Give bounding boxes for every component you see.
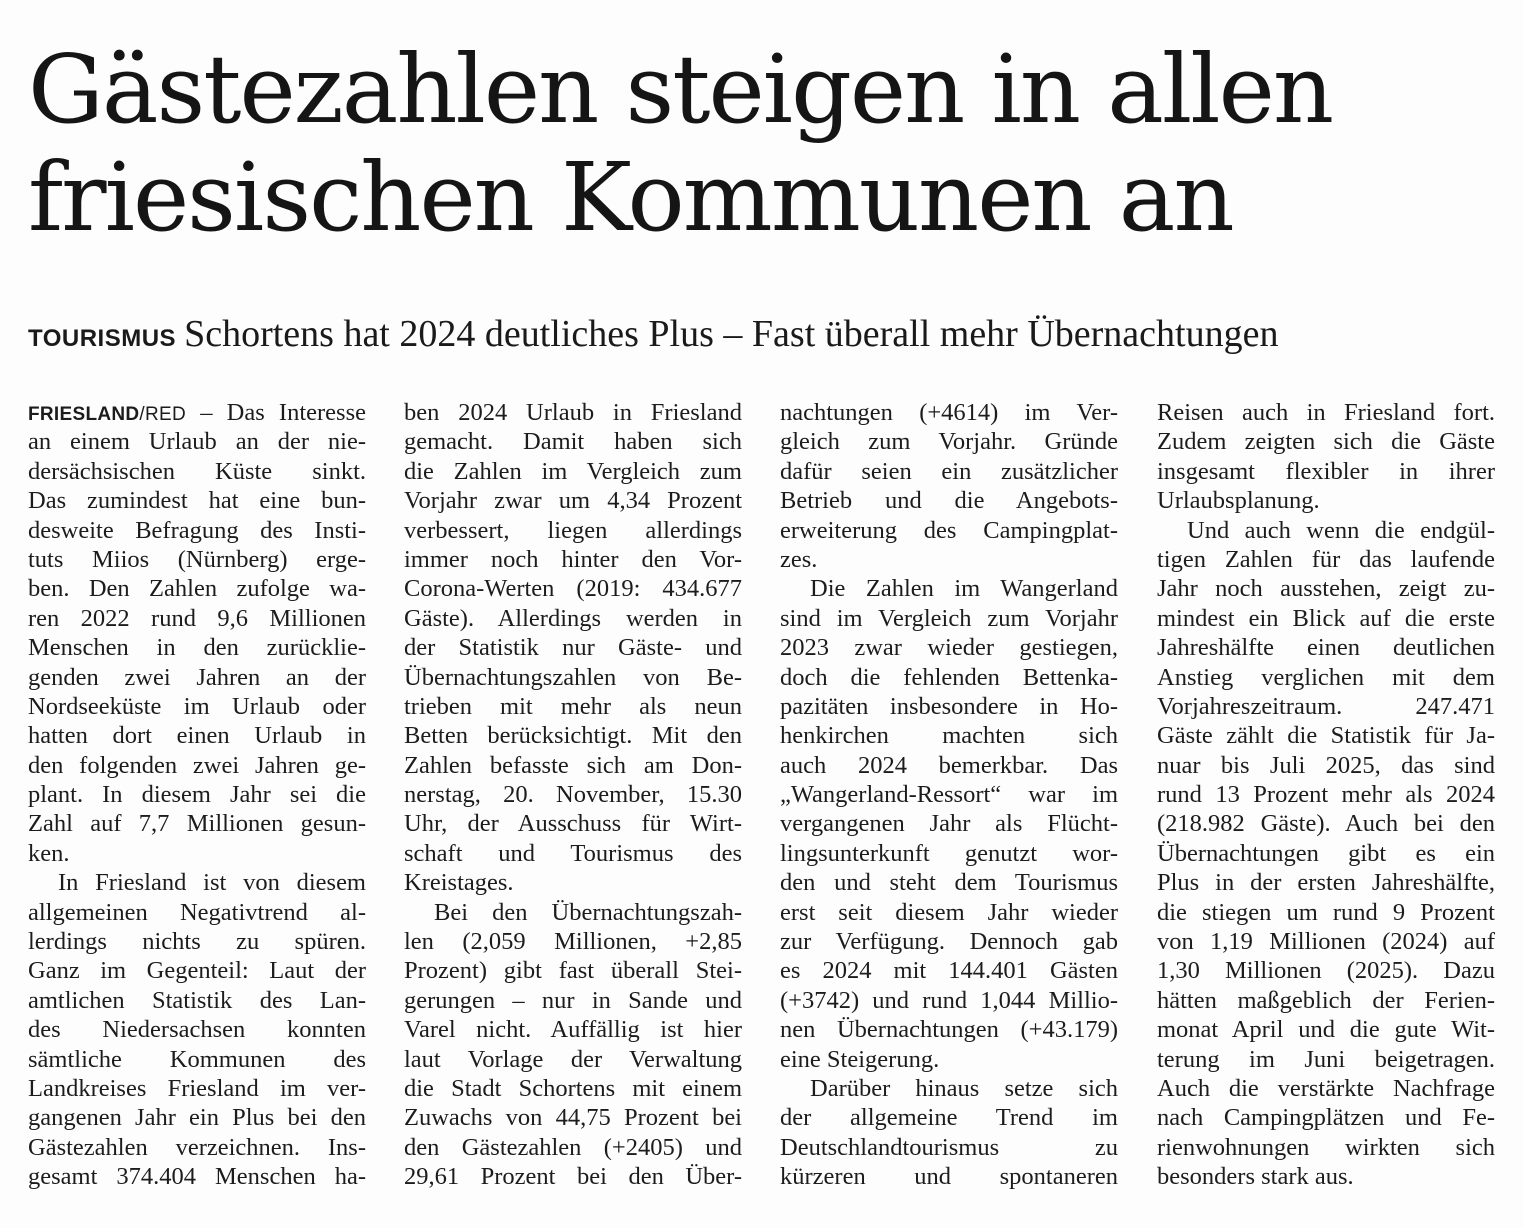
body-line: nach Campingplätzen und Fe-	[1157, 1104, 1495, 1132]
body-line: Varel nicht. Auffällig ist hier	[404, 1016, 742, 1044]
body-line: desweite Befragung des Insti-	[28, 516, 366, 544]
body-line: den Gästezahlen (+2405) und	[404, 1133, 742, 1161]
body-line: eine Steigerung.	[780, 1045, 940, 1073]
headline-line-2: friesischen Kommunen an	[28, 143, 1233, 253]
body-line: schaft und Tourismus des	[404, 839, 742, 867]
body-line: ben. Den Zahlen zufolge wa-	[28, 575, 366, 603]
body-line: an einem Urlaub an der nie-	[28, 428, 366, 456]
body-line: Vorjahr zwar um 4,34 Prozent	[404, 487, 742, 515]
kicker: TOURISMUS	[28, 325, 177, 352]
body-line: Menschen in den zurücklie-	[28, 634, 366, 662]
body-line: der allgemeine Trend im	[780, 1104, 1118, 1132]
body-line: Zuwachs von 44,75 Prozent bei	[404, 1104, 742, 1132]
body-line: sämtliche Kommunen des	[28, 1045, 366, 1073]
body-line: Jahr noch ausstehen, zeigt zu-	[1157, 575, 1495, 603]
body-line: ben 2024 Urlaub in Friesland	[404, 399, 742, 426]
body-line: gleich zum Vorjahr. Gründe	[780, 428, 1118, 456]
body-line: Jahreshälfte einen deutlichen	[1157, 634, 1495, 662]
body-line: auch 2024 bemerkbar. Das	[780, 751, 1118, 779]
body-line: von 1,19 Millionen (2024) auf	[1157, 928, 1495, 956]
body-line: Übernachtungen gibt es ein	[1157, 839, 1495, 867]
body-line: Deutschlandtourismus zu	[780, 1133, 1118, 1161]
body-line: die Stadt Schortens mit einem	[404, 1074, 742, 1102]
body-line: Gästezahlen verzeichnen. Ins-	[28, 1133, 366, 1161]
body-line: gesamt 374.404 Menschen ha-	[28, 1163, 366, 1191]
body-line: gemacht. Damit haben sich	[404, 428, 742, 456]
body-line: henkirchen machten sich	[780, 722, 1118, 750]
body-line: vergangenen Jahr als Flücht-	[780, 810, 1118, 838]
body-line: Zahl auf 7,7 Millionen gesun-	[28, 810, 366, 838]
body-line: Zahlen befasste sich am Don-	[404, 751, 742, 779]
body-line: Darüber hinaus setze sich	[810, 1074, 1118, 1102]
body-line: insgesamt flexibler in ihrer	[1157, 457, 1495, 485]
body-line: Betrieb und die Angebots-	[780, 487, 1118, 515]
body-line: Uhr, der Ausschuss für Wirt-	[404, 810, 742, 838]
article-column-4	[1157, 398, 1495, 1192]
body-line: der Statistik nur Gäste- und	[404, 634, 742, 662]
body-line: Reisen auch in Friesland fort.	[1157, 399, 1495, 426]
body-line: dersächsischen Küste sinkt.	[28, 457, 366, 485]
body-line: laut Vorlage der Verwaltung	[404, 1045, 742, 1073]
body-line: erweiterung des Campingplat-	[780, 516, 1118, 544]
body-line: Gäste zählt die Statistik für Ja-	[1157, 722, 1495, 750]
body-line: mindest ein Blick auf die erste	[1157, 604, 1495, 632]
body-line: den folgenden zwei Jahren ge-	[28, 751, 366, 779]
body-line: Gäste). Allerdings werden in	[404, 604, 742, 632]
body-line: die stiegen um rund 9 Prozent	[1157, 898, 1495, 926]
body-line: den und steht dem Tourismus	[780, 869, 1118, 897]
body-line: Bei den Übernachtungszah-	[434, 898, 742, 926]
body-line: kürzeren und spontaneren	[780, 1163, 1118, 1191]
body-line: besonders stark aus.	[1157, 1163, 1354, 1191]
body-line: monat April und die gute Wit-	[1157, 1016, 1495, 1044]
body-line: verbessert, liegen allerdings	[404, 516, 742, 544]
body-line: amtlichen Statistik des Lan-	[28, 986, 366, 1014]
body-line: des Niedersachsen konnten	[28, 1016, 366, 1044]
body-line: doch die fehlenden Bettenka-	[780, 663, 1118, 691]
body-line: rienwohnungen wirkten sich	[1157, 1133, 1495, 1161]
body-line: die Zahlen im Vergleich zum	[404, 457, 742, 485]
body-line: Anstieg verglichen mit dem	[1157, 663, 1495, 691]
body-line: Landkreises Friesland im ver-	[28, 1074, 366, 1102]
article-column-1	[28, 398, 366, 1192]
subheadline-row	[28, 312, 1508, 362]
body-line: immer noch hinter den Vor-	[404, 545, 742, 573]
body-line: terung im Juni beigetragen.	[1157, 1045, 1495, 1073]
body-line: Nordseeküste im Urlaub oder	[28, 692, 366, 720]
body-line: nachtungen (+4614) im Ver-	[780, 399, 1118, 426]
body-line: hätten maßgeblich der Ferien-	[1157, 986, 1495, 1014]
body-line: tigen Zahlen für das laufende	[1157, 545, 1495, 573]
body-line: es 2024 mit 144.401 Gästen	[780, 957, 1118, 985]
body-line: zes.	[780, 545, 818, 573]
body-line: gangenen Jahr ein Plus bei den	[28, 1104, 366, 1132]
body-line: Betten berücksichtigt. Mit den	[404, 722, 742, 750]
body-line: Übernachtungszahlen von Be-	[404, 663, 742, 691]
body-line: sind im Vergleich zum Vorjahr	[780, 604, 1118, 632]
body-line: (218.982 Gäste). Auch bei den	[1157, 810, 1495, 838]
body-line: Vorjahreszeitraum. 247.471	[1157, 692, 1495, 720]
subheadline: Schortens hat 2024 deutliches Plus – Fast überall mehr Übernachtungen	[184, 313, 1279, 355]
article-column-3	[780, 398, 1118, 1192]
body-line: lerdings nichts zu spüren.	[28, 928, 366, 956]
body-line: Das zumindest hat eine bun-	[28, 487, 366, 515]
body-line: len (2,059 Millionen, +2,85	[404, 928, 742, 956]
headline	[28, 36, 1498, 252]
body-line: plant. In diesem Jahr sei die	[28, 781, 366, 809]
dateline-agency: /RED	[139, 404, 187, 425]
body-line: rund 13 Prozent mehr als 2024	[1157, 781, 1495, 809]
body-line	[28, 398, 366, 427]
body-line: tuts Miios (Nürnberg) erge-	[28, 545, 366, 573]
body-line: Corona-Werten (2019: 434.677	[404, 575, 742, 603]
body-line: lingsunterkunft genutzt wor-	[780, 839, 1118, 867]
body-line: 29,61 Prozent bei den Über-	[404, 1163, 742, 1191]
body-line: hatten dort einen Urlaub in	[28, 722, 366, 750]
body-line: genden zwei Jahren an der	[28, 663, 366, 691]
body-line: zur Verfügung. Dennoch gab	[780, 928, 1118, 956]
body-line: ken.	[28, 839, 70, 867]
body-line: dafür seien ein zusätzlicher	[780, 457, 1118, 485]
body-line: Kreistages.	[404, 869, 514, 897]
body-line: Zudem zeigten sich die Gäste	[1157, 428, 1495, 456]
body-line: 1,30 Millionen (2025). Dazu	[1157, 957, 1495, 985]
body-line: Die Zahlen im Wangerland	[810, 575, 1118, 603]
body-line: gerungen – nur in Sande und	[404, 986, 742, 1014]
body-line: ren 2022 rund 9,6 Millionen	[28, 604, 366, 632]
body-line: „Wangerland-Ressort“ war im	[780, 781, 1118, 809]
body-line: 2023 zwar wieder gestiegen,	[780, 634, 1118, 662]
body-text: – Das Interesse	[200, 399, 367, 426]
body-line: nuar bis Juli 2025, das sind	[1157, 751, 1495, 779]
dateline-place: FRIESLAND	[28, 404, 140, 425]
body-line: nen Übernachtungen (+43.179)	[780, 1016, 1118, 1044]
headline-line-1: Gästezahlen steigen in allen	[28, 35, 1333, 145]
body-line: erst seit diesem Jahr wieder	[780, 898, 1118, 926]
article-column-2	[404, 398, 742, 1192]
body-line: Plus in der ersten Jahreshälfte,	[1157, 869, 1495, 897]
body-line: Und auch wenn die endgül-	[1187, 516, 1495, 544]
body-line: In Friesland ist von diesem	[58, 869, 366, 897]
body-line: (+3742) und rund 1,044 Millio-	[780, 986, 1118, 1014]
body-line: Auch die verstärkte Nachfrage	[1157, 1074, 1495, 1102]
body-line: pazitäten insbesondere in Ho-	[780, 692, 1118, 720]
body-line: trieben mit mehr als neun	[404, 692, 742, 720]
body-line: nerstag, 20. November, 15.30	[404, 781, 742, 809]
body-line: Prozent) gibt fast überall Stei-	[404, 957, 742, 985]
body-line: Urlaubsplanung.	[1157, 487, 1320, 515]
body-line: allgemeinen Negativtrend al-	[28, 898, 366, 926]
body-line: Ganz im Gegenteil: Laut der	[28, 957, 366, 985]
